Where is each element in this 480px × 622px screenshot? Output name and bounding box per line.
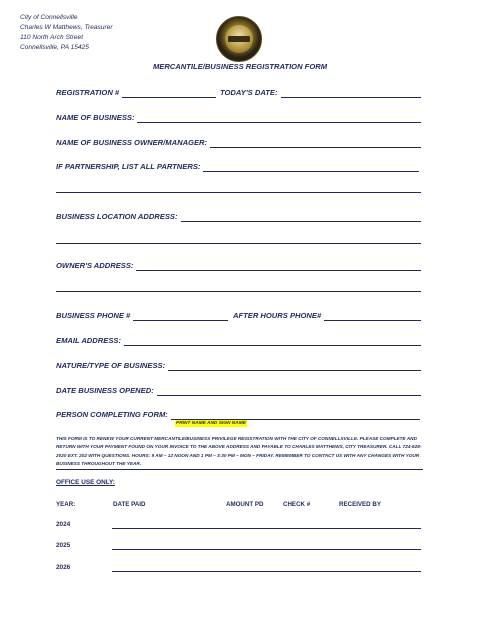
business-name-line[interactable] xyxy=(137,114,421,123)
renewal-notice: THIS FORM IS TO RENEW YOUR CURRENT MERCANTILE/BUSINESS PRIVILEGE REGISTRATION WITH THE CITY OF CONNELLSVILLE. PLEASE COMPLETE AND RETURN WITH YOUR PAYMENT FOUND ON YOUR INVOICE TO THE ABOVE ADDRESS AND PAYABLE TO CHARLES MATTHEWS, CITY TREASURER. CALL 724-628-2020 EXT. 202 WITH QUESTIONS. HOURS: 9 AM – 12 NOON AND 1 PM – 3:30 PM – MON – FRIDAY. REMEMBER TO CONTACT US WITH ANY CHANGES WITH YOUR BUSINESS THROUGHOUT THE YEAR. xyxy=(56,435,423,470)
address-line: City of Connellsville xyxy=(20,14,78,21)
owner-manager-label: NAME OF BUSINESS OWNER/MANAGER: xyxy=(56,138,208,147)
registration-field[interactable] xyxy=(56,86,216,98)
todays-date-field[interactable] xyxy=(220,86,421,98)
owner-address-label: OWNER'S ADDRESS: xyxy=(56,261,134,270)
year-row-line[interactable] xyxy=(112,565,421,572)
office-year-row xyxy=(56,562,421,572)
column-received-by: RECEIVED BY xyxy=(339,501,381,508)
person-completing-line[interactable] xyxy=(171,411,420,420)
nature-label: NATURE/TYPE OF BUSINESS: xyxy=(56,361,166,370)
address-line: 110 North Arch Street xyxy=(20,34,84,41)
nature-line[interactable] xyxy=(168,362,421,371)
sign-hint: PRINT NAME AND SIGN NAME xyxy=(176,421,246,426)
registration-label: REGISTRATION # xyxy=(56,88,120,97)
after-hours-phone-line[interactable] xyxy=(324,312,421,321)
person-completing-field[interactable] xyxy=(56,408,420,420)
owner-address-line[interactable] xyxy=(136,262,421,271)
date-opened-line[interactable] xyxy=(157,387,421,396)
partners-line-2[interactable] xyxy=(56,192,421,193)
after-hours-phone-field[interactable] xyxy=(233,309,421,321)
year-label: 2026 xyxy=(56,564,71,571)
todays-date-line[interactable] xyxy=(281,89,422,98)
owner-address-line-2[interactable] xyxy=(56,291,421,292)
partners-field[interactable] xyxy=(56,160,419,172)
column-check-number: CHECK # xyxy=(283,501,311,508)
year-label: 2025 xyxy=(56,542,71,549)
year-row-line[interactable] xyxy=(112,543,421,550)
todays-date-label: TODAY'S DATE: xyxy=(220,88,278,97)
email-line[interactable] xyxy=(124,337,421,346)
address-line: Charles W Matthews, Treasurer xyxy=(20,24,113,31)
date-opened-label: DATE BUSINESS OPENED: xyxy=(56,386,154,395)
owner-manager-field[interactable] xyxy=(56,136,421,148)
partners-label: IF PARTNERSHIP, LIST ALL PARTNERS: xyxy=(56,162,201,171)
address-line: Connellsville, PA 15425 xyxy=(20,44,89,51)
owner-manager-line[interactable] xyxy=(210,139,421,148)
form-title: MERCANTILE/BUSINESS REGISTRATION FORM xyxy=(152,62,328,71)
year-label: 2024 xyxy=(56,521,71,528)
email-label: EMAIL ADDRESS: xyxy=(56,336,121,345)
location-label: BUSINESS LOCATION ADDRESS: xyxy=(56,212,178,221)
nature-field[interactable] xyxy=(56,359,421,371)
location-line-2[interactable] xyxy=(56,243,421,244)
registration-line[interactable] xyxy=(122,89,216,98)
location-line[interactable] xyxy=(181,213,421,222)
city-seal-icon xyxy=(216,16,262,62)
email-field[interactable] xyxy=(56,334,421,346)
year-row-line[interactable] xyxy=(112,522,421,529)
date-opened-field[interactable] xyxy=(56,384,421,396)
person-completing-label: PERSON COMPLETING FORM: xyxy=(56,410,168,419)
column-amount-paid: AMOUNT PD xyxy=(226,501,264,508)
location-field[interactable] xyxy=(56,210,421,222)
office-year-row xyxy=(56,519,421,529)
column-date-paid: DATE PAID xyxy=(113,501,146,508)
business-name-field[interactable] xyxy=(56,111,421,123)
partners-line[interactable] xyxy=(203,163,419,172)
office-year-row xyxy=(56,540,421,550)
business-phone-line[interactable] xyxy=(133,312,228,321)
treasurer-address xyxy=(20,13,113,53)
column-year: YEAR: xyxy=(56,501,76,508)
business-phone-field[interactable] xyxy=(56,309,228,321)
after-hours-phone-label: AFTER HOURS PHONE# xyxy=(233,311,322,320)
business-name-label: NAME OF BUSINESS: xyxy=(56,113,135,122)
office-use-title: OFFICE USE ONLY: xyxy=(56,479,115,486)
owner-address-field[interactable] xyxy=(56,259,421,271)
business-phone-label: BUSINESS PHONE # xyxy=(56,311,131,320)
